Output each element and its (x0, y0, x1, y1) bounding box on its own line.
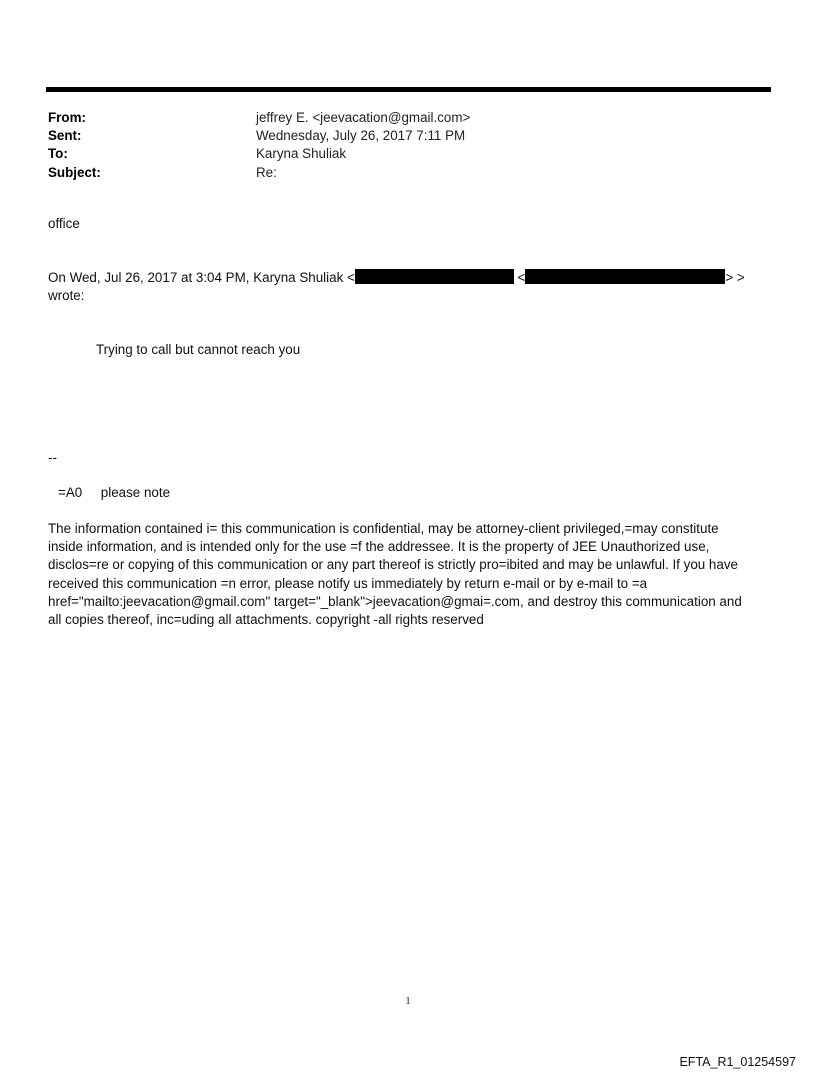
to-value: Karyna Shuliak (256, 146, 347, 162)
quote-intro-wrote: wrote: (48, 288, 85, 303)
signature-separator: -- (48, 450, 57, 465)
reply-text: office (48, 216, 80, 231)
sent-label: Sent: (48, 128, 82, 144)
quote-intro-end: > > (725, 270, 745, 285)
disclaimer-line: The information contained i= this communication is confidential, may be attorney-client privileged,=may constitute (48, 521, 719, 536)
sent-row (48, 127, 470, 145)
sent-value: Wednesday, July 26, 2017 7:11 PM (256, 128, 466, 144)
quote-intro-start: On Wed, Jul 26, 2017 at 3:04 PM, Karyna Shuliak < (48, 270, 355, 285)
disclaimer-line: disclos=re or copying of this communication or any part thereof is strictly pro=ibited and may be unlawful. If you have (48, 557, 738, 573)
subject-row (48, 164, 470, 182)
subject-label: Subject: (48, 164, 101, 180)
redaction-bar (355, 269, 514, 284)
header-divider (46, 87, 771, 92)
document-id: EFTA_R1_01254597 (679, 1055, 796, 1069)
redaction-bar (525, 269, 725, 284)
from-row (48, 109, 470, 127)
from-value: jeffrey E. <jeevacation@gmail.com> (256, 110, 471, 125)
quote-intro (48, 269, 745, 287)
please-note: =A0 please note (58, 485, 171, 500)
confidentiality-disclaimer (48, 520, 768, 629)
to-row (48, 145, 470, 163)
disclaimer-line: received this communication =n error, please notify us immediately by return e-mail or by e-mail to =a (48, 575, 648, 591)
email-header (48, 109, 470, 182)
disclaimer-line: inside information, and is intended only for the use =f the addressee. It is the property of JEE Unauthorized use, (48, 539, 710, 555)
disclaimer-line: all copies thereof, inc=uding all attachments. copyright -all rights reserved (48, 612, 484, 628)
disclaimer-line: href="mailto:jeevacation@gmail.com" target="_blank">jeevacation@gmai=.com, and destroy this communication and (48, 593, 742, 609)
quoted-message: Trying to call but cannot reach you (96, 342, 301, 357)
subject-value: Re: (256, 164, 277, 180)
to-label: To: (48, 146, 68, 162)
from-label: From: (48, 110, 86, 125)
quote-intro-mid: < (513, 270, 526, 285)
page-number: 1 (405, 995, 411, 1007)
